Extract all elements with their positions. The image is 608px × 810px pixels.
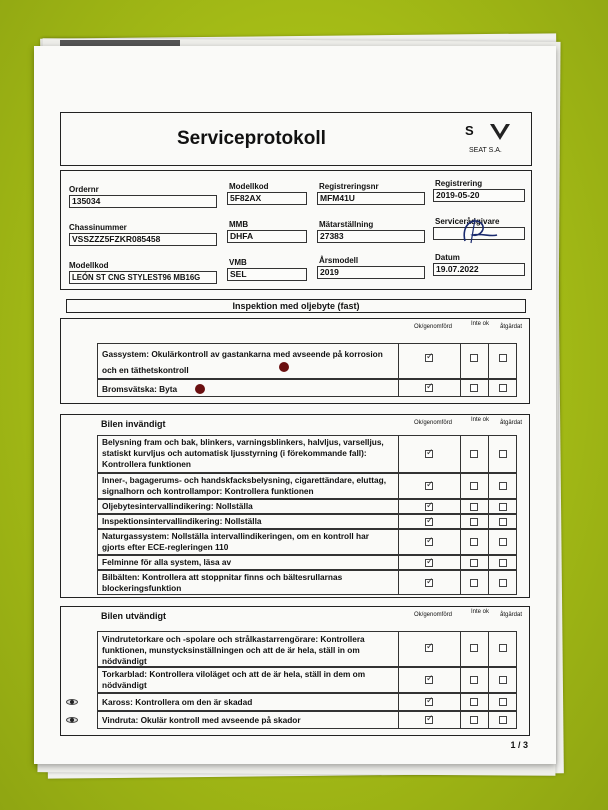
- ok-cell: [398, 712, 460, 728]
- col-not-ok-header: Inte ok: [470, 321, 489, 327]
- seat-s-icon: S: [465, 123, 473, 138]
- col-fixed-header: åtgärdat: [499, 420, 523, 426]
- ok-cell: [398, 694, 460, 710]
- title-box: [60, 112, 532, 166]
- eye-icon: [66, 717, 78, 723]
- vehicle-info-box: [60, 170, 532, 290]
- fixed-cell: [488, 515, 518, 528]
- fixed-checkbox[interactable]: [499, 482, 507, 490]
- ok-checkbox[interactable]: [425, 698, 433, 706]
- fixed-cell: [488, 474, 518, 498]
- marker-dot: [195, 384, 205, 394]
- ok-cell: [398, 436, 460, 472]
- fixed-cell: [488, 344, 518, 378]
- not-ok-cell: [460, 500, 488, 513]
- ok-checkbox[interactable]: [425, 354, 433, 362]
- cupra-triangle-icon: [489, 122, 511, 142]
- fixed-cell: [488, 380, 518, 396]
- ok-checkbox[interactable]: [425, 518, 433, 526]
- page-number: 1 / 3: [510, 740, 528, 750]
- not-ok-cell: [460, 530, 488, 554]
- fixed-cell: [488, 694, 518, 710]
- col-fixed-header: åtgärdat: [499, 324, 523, 330]
- row-text: Vindrutetorkare och -spolare och strålkastarrengörare: Kontrollera funktionen, munstycksinställningen och att de är hela, ställ in om nödvändigt: [102, 634, 365, 666]
- not-ok-checkbox[interactable]: [470, 538, 478, 546]
- fixed-checkbox[interactable]: [499, 518, 507, 526]
- model-code-label: Modellkod: [229, 182, 269, 191]
- mmb-field: DHFA: [227, 230, 307, 243]
- fixed-cell: [488, 436, 518, 472]
- order-number-label: Ordernr: [69, 185, 99, 194]
- fixed-cell: [488, 712, 518, 728]
- logo-caption: SEAT S.A.: [469, 147, 502, 154]
- date-label: Datum: [435, 253, 460, 262]
- fixed-cell: [488, 530, 518, 554]
- ok-checkbox[interactable]: [425, 538, 433, 546]
- ok-checkbox[interactable]: [425, 559, 433, 567]
- ok-checkbox[interactable]: [425, 384, 433, 392]
- table-row: [97, 529, 517, 555]
- page-title: Serviceprotokoll: [177, 128, 326, 149]
- fixed-checkbox[interactable]: [499, 384, 507, 392]
- col-ok-header: Ok/genomförd: [413, 324, 453, 330]
- ok-checkbox[interactable]: [425, 676, 433, 684]
- ok-cell: [398, 530, 460, 554]
- registration-date-field: 2019-05-20: [433, 189, 525, 202]
- row-text: Felminne för alla system, läsa av: [102, 557, 232, 567]
- table-row: [97, 667, 517, 693]
- not-ok-checkbox[interactable]: [470, 503, 478, 511]
- ok-cell: [398, 380, 460, 396]
- ok-cell: [398, 632, 460, 666]
- not-ok-cell: [460, 556, 488, 569]
- not-ok-checkbox[interactable]: [470, 450, 478, 458]
- table-row: [97, 435, 517, 473]
- ok-cell: [398, 474, 460, 498]
- ok-cell: [398, 500, 460, 513]
- registration-date-label: Registrering: [435, 179, 483, 188]
- interior-section: [60, 414, 530, 598]
- not-ok-cell: [460, 668, 488, 692]
- fixed-checkbox[interactable]: [499, 538, 507, 546]
- row-text: Bromsvätska: Byta: [102, 384, 178, 394]
- ok-cell: [398, 556, 460, 569]
- fixed-checkbox[interactable]: [499, 676, 507, 684]
- ok-checkbox[interactable]: [425, 503, 433, 511]
- not-ok-cell: [460, 380, 488, 396]
- fixed-checkbox[interactable]: [499, 559, 507, 567]
- odometer-label: Mätarställning: [319, 220, 374, 229]
- ok-cell: [398, 571, 460, 594]
- eye-icon: [66, 699, 78, 705]
- row-text: Gassystem: Okulärkontroll av gastankarna med avseende på korrosion och en täthetskontroll: [102, 349, 383, 375]
- model-code-field: 5F82AX: [227, 192, 307, 205]
- inspection-section: [60, 318, 530, 404]
- not-ok-cell: [460, 712, 488, 728]
- seat-logo: [461, 121, 521, 159]
- row-text: Vindruta: Okulär kontroll med avseende på skador: [102, 715, 301, 725]
- service-protocol-page: [34, 46, 556, 764]
- fixed-cell: [488, 571, 518, 594]
- ok-cell: [398, 344, 460, 378]
- row-text: Inspektionsintervallindikering: Nollställa: [102, 516, 262, 526]
- fixed-checkbox[interactable]: [499, 503, 507, 511]
- ok-checkbox[interactable]: [425, 482, 433, 490]
- row-text: Kaross: Kontrollera om den är skadad: [102, 697, 253, 707]
- date-field: 19.07.2022: [433, 263, 525, 276]
- not-ok-checkbox[interactable]: [470, 676, 478, 684]
- section-title: Bilen invändigt: [101, 419, 166, 429]
- not-ok-cell: [460, 571, 488, 594]
- fixed-cell: [488, 632, 518, 666]
- col-not-ok-header: Inte ok: [470, 417, 489, 423]
- ok-checkbox[interactable]: [425, 716, 433, 724]
- col-ok-header: Ok/genomförd: [413, 420, 453, 426]
- vmb-field: SEL: [227, 268, 307, 281]
- ok-cell: [398, 668, 460, 692]
- col-fixed-header: åtgärdat: [499, 612, 523, 618]
- not-ok-checkbox[interactable]: [470, 482, 478, 490]
- fixed-cell: [488, 556, 518, 569]
- table-row: [97, 379, 517, 397]
- row-text: Torkarblad: Kontrollera viloläget och att de är hela, ställ in dem om nödvändigt: [102, 669, 366, 690]
- table-row: [97, 711, 517, 729]
- row-text: Inner-, bagagerums- och handskfacksbelysning, cigarettändare, eluttag, signalhorn och kontrollampor: Kontrollera funktionen: [102, 475, 387, 496]
- inspection-bar: Inspektion med oljebyte (fast): [66, 299, 526, 313]
- col-not-ok-header: Inte ok: [470, 609, 489, 615]
- table-row: [97, 555, 517, 570]
- model-label: Modellkod: [69, 261, 109, 270]
- not-ok-cell: [460, 515, 488, 528]
- table-row: [97, 473, 517, 499]
- not-ok-cell: [460, 344, 488, 378]
- row-text: Naturgassystem: Nollställa intervallindikeringen, om en kontroll har gjorts efter ECE-regleringen 110: [102, 531, 369, 552]
- fixed-checkbox[interactable]: [499, 450, 507, 458]
- signature-icon: [451, 215, 501, 245]
- row-text: Oljebytesintervallindikering: Nollställa: [102, 501, 253, 511]
- model-year-field: 2019: [317, 266, 425, 279]
- vmb-label: VMB: [229, 258, 247, 267]
- not-ok-checkbox[interactable]: [470, 579, 478, 587]
- table-row: [97, 570, 517, 595]
- row-text: Belysning fram och bak, blinkers, varningsblinkers, halvljus, varselljus, statiskt kurvljus och automatisk ljusstyrning (i förekommande fall): Kontrollera funktionen: [102, 437, 384, 469]
- not-ok-checkbox[interactable]: [470, 644, 478, 652]
- not-ok-checkbox[interactable]: [470, 384, 478, 392]
- fixed-checkbox[interactable]: [499, 354, 507, 362]
- chassis-number-field: VSSZZZ5FZKR085458: [69, 233, 217, 246]
- fixed-checkbox[interactable]: [499, 716, 507, 724]
- registration-number-label: Registreringsnr: [319, 182, 379, 191]
- not-ok-checkbox[interactable]: [470, 518, 478, 526]
- fixed-cell: [488, 668, 518, 692]
- order-number-field: 135034: [69, 195, 217, 208]
- section-title: Bilen utvändigt: [101, 611, 166, 621]
- not-ok-checkbox[interactable]: [470, 559, 478, 567]
- not-ok-cell: [460, 694, 488, 710]
- not-ok-checkbox[interactable]: [470, 698, 478, 706]
- table-row: [97, 693, 517, 711]
- model-year-label: Årsmodell: [319, 256, 359, 265]
- table-row: [97, 631, 517, 667]
- exterior-section: [60, 606, 530, 736]
- ok-checkbox[interactable]: [425, 579, 433, 587]
- odometer-field: 27383: [317, 230, 425, 243]
- ok-checkbox[interactable]: [425, 450, 433, 458]
- model-field: LEÓN ST CNG STYLEST96 MB16G: [69, 271, 217, 284]
- mmb-label: MMB: [229, 220, 249, 229]
- fixed-cell: [488, 500, 518, 513]
- ok-checkbox[interactable]: [425, 644, 433, 652]
- table-row: [97, 514, 517, 529]
- table-row: [97, 499, 517, 514]
- table-row: [97, 343, 517, 379]
- not-ok-cell: [460, 632, 488, 666]
- col-ok-header: Ok/genomförd: [413, 612, 453, 618]
- fixed-checkbox[interactable]: [499, 698, 507, 706]
- not-ok-cell: [460, 474, 488, 498]
- not-ok-checkbox[interactable]: [470, 354, 478, 362]
- row-text: Bilbälten: Kontrollera att stoppnitar finns och bältesrullarnas blockeringsfunktion: [102, 572, 343, 593]
- service-advisor-label: Servicerådgivare: [435, 217, 500, 226]
- fixed-checkbox[interactable]: [499, 579, 507, 587]
- chassis-number-label: Chassinummer: [69, 223, 127, 232]
- not-ok-checkbox[interactable]: [470, 716, 478, 724]
- marker-dot: [279, 362, 289, 372]
- fixed-checkbox[interactable]: [499, 644, 507, 652]
- not-ok-cell: [460, 436, 488, 472]
- registration-number-field: MFM41U: [317, 192, 425, 205]
- ok-cell: [398, 515, 460, 528]
